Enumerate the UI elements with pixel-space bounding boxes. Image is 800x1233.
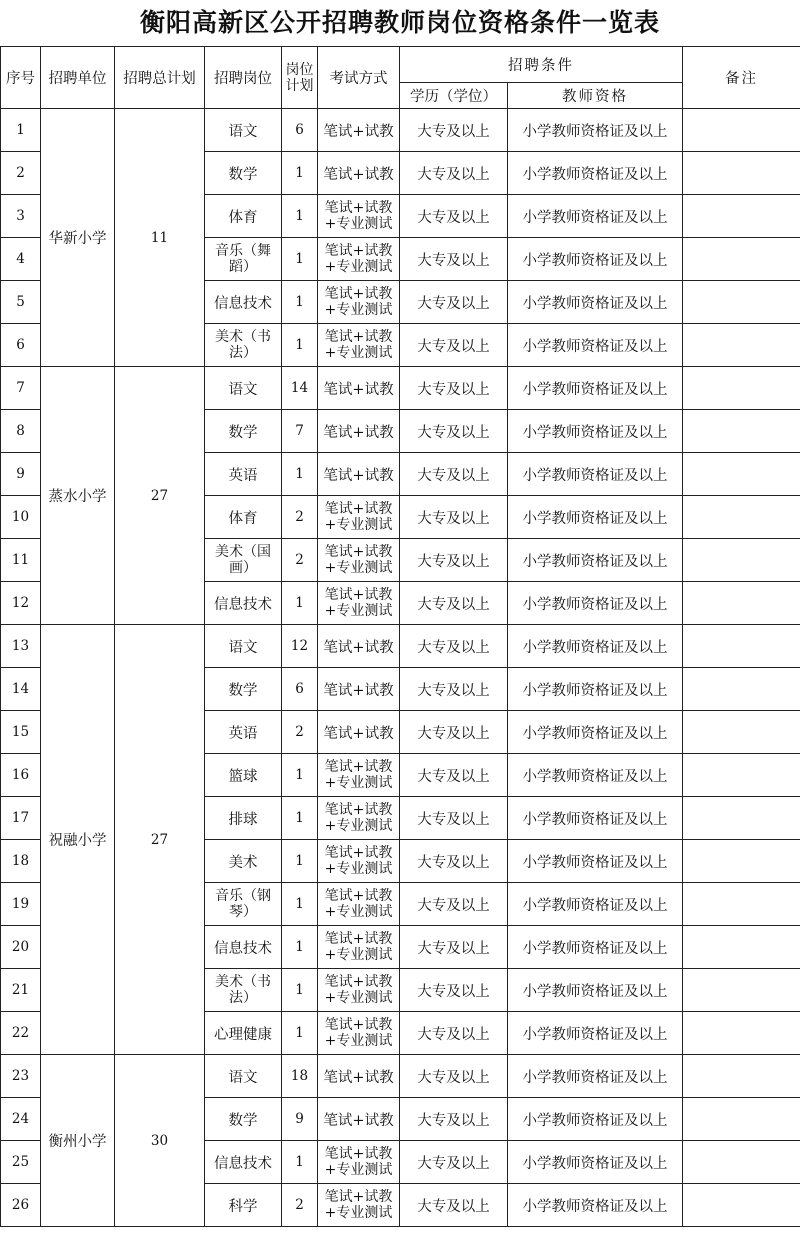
- recruitment-table: [0, 46, 800, 1227]
- plan-cell: 1: [282, 969, 318, 1012]
- seq-cell: 15: [1, 711, 41, 754]
- exam-cell: 笔试+试教+专业测试: [318, 281, 400, 324]
- total-plan-cell: 30: [115, 1055, 205, 1227]
- remark-cell: [683, 1184, 800, 1227]
- exam-cell: 笔试+试教: [318, 152, 400, 195]
- seq-cell: 23: [1, 1055, 41, 1098]
- qualification-cell: 小学教师资格证及以上: [508, 625, 683, 668]
- seq-cell: 9: [1, 453, 41, 496]
- table-body: [1, 47, 800, 1227]
- unit-cell: 衡州小学: [41, 1055, 115, 1227]
- education-cell: 大专及以上: [400, 195, 508, 238]
- education-cell: 大专及以上: [400, 324, 508, 367]
- education-cell: 大专及以上: [400, 969, 508, 1012]
- qualification-cell: 小学教师资格证及以上: [508, 754, 683, 797]
- remark-cell: [683, 109, 800, 152]
- post-cell: 数学: [205, 152, 282, 195]
- post-cell: 语文: [205, 367, 282, 410]
- seq-cell: 24: [1, 1098, 41, 1141]
- exam-cell: 笔试+试教: [318, 109, 400, 152]
- post-cell: 信息技术: [205, 1141, 282, 1184]
- remark-cell: [683, 496, 800, 539]
- seq-cell: 12: [1, 582, 41, 625]
- education-cell: 大专及以上: [400, 797, 508, 840]
- post-cell: 音乐（钢琴）: [205, 883, 282, 926]
- header-exam: 考试方式: [318, 47, 400, 109]
- remark-cell: [683, 1141, 800, 1184]
- education-cell: 大专及以上: [400, 367, 508, 410]
- education-cell: 大专及以上: [400, 1141, 508, 1184]
- remark-cell: [683, 324, 800, 367]
- plan-cell: 2: [282, 539, 318, 582]
- remark-cell: [683, 1098, 800, 1141]
- education-cell: 大专及以上: [400, 668, 508, 711]
- education-cell: 大专及以上: [400, 539, 508, 582]
- header-education: 学历（学位）: [400, 83, 508, 109]
- header-post: 招聘岗位: [205, 47, 282, 109]
- exam-cell: 笔试+试教+专业测试: [318, 238, 400, 281]
- plan-cell: 2: [282, 711, 318, 754]
- plan-cell: 1: [282, 797, 318, 840]
- post-cell: 语文: [205, 625, 282, 668]
- qualification-cell: 小学教师资格证及以上: [508, 281, 683, 324]
- education-cell: 大专及以上: [400, 238, 508, 281]
- exam-cell: 笔试+试教+专业测试: [318, 797, 400, 840]
- plan-cell: 1: [282, 840, 318, 883]
- qualification-cell: 小学教师资格证及以上: [508, 1184, 683, 1227]
- post-cell: 语文: [205, 1055, 282, 1098]
- plan-cell: 1: [282, 582, 318, 625]
- exam-cell: 笔试+试教+专业测试: [318, 324, 400, 367]
- post-cell: 美术（书法）: [205, 324, 282, 367]
- qualification-cell: 小学教师资格证及以上: [508, 668, 683, 711]
- plan-cell: 18: [282, 1055, 318, 1098]
- education-cell: 大专及以上: [400, 883, 508, 926]
- remark-cell: [683, 367, 800, 410]
- post-cell: 信息技术: [205, 582, 282, 625]
- exam-cell: 笔试+试教+专业测试: [318, 1141, 400, 1184]
- remark-cell: [683, 625, 800, 668]
- education-cell: 大专及以上: [400, 625, 508, 668]
- header-seq: 序号: [1, 47, 41, 109]
- exam-cell: 笔试+试教: [318, 625, 400, 668]
- plan-cell: 1: [282, 883, 318, 926]
- seq-cell: 26: [1, 1184, 41, 1227]
- plan-cell: 2: [282, 496, 318, 539]
- plan-cell: 1: [282, 324, 318, 367]
- exam-cell: 笔试+试教: [318, 668, 400, 711]
- exam-cell: 笔试+试教+专业测试: [318, 496, 400, 539]
- education-cell: 大专及以上: [400, 926, 508, 969]
- exam-cell: 笔试+试教+专业测试: [318, 926, 400, 969]
- qualification-cell: 小学教师资格证及以上: [508, 539, 683, 582]
- seq-cell: 22: [1, 1012, 41, 1055]
- total-plan-cell: 27: [115, 625, 205, 1055]
- remark-cell: [683, 668, 800, 711]
- table-row: [1, 1055, 800, 1098]
- education-cell: 大专及以上: [400, 152, 508, 195]
- exam-cell: 笔试+试教: [318, 711, 400, 754]
- post-cell: 美术: [205, 840, 282, 883]
- seq-cell: 3: [1, 195, 41, 238]
- qualification-cell: 小学教师资格证及以上: [508, 1141, 683, 1184]
- plan-cell: 1: [282, 238, 318, 281]
- qualification-cell: 小学教师资格证及以上: [508, 1012, 683, 1055]
- post-cell: 语文: [205, 109, 282, 152]
- exam-cell: 笔试+试教: [318, 1055, 400, 1098]
- education-cell: 大专及以上: [400, 410, 508, 453]
- post-cell: 音乐（舞蹈）: [205, 238, 282, 281]
- seq-cell: 4: [1, 238, 41, 281]
- exam-cell: 笔试+试教+专业测试: [318, 883, 400, 926]
- post-cell: 数学: [205, 668, 282, 711]
- qualification-cell: 小学教师资格证及以上: [508, 324, 683, 367]
- plan-cell: 1: [282, 152, 318, 195]
- seq-cell: 2: [1, 152, 41, 195]
- page-title: 衡阳高新区公开招聘教师岗位资格条件一览表: [139, 8, 660, 37]
- qualification-cell: 小学教师资格证及以上: [508, 969, 683, 1012]
- remark-cell: [683, 926, 800, 969]
- header-plan: 岗位计划: [282, 47, 318, 109]
- total-plan-cell: 27: [115, 367, 205, 625]
- remark-cell: [683, 711, 800, 754]
- seq-cell: 17: [1, 797, 41, 840]
- header-row-1: [1, 47, 800, 83]
- remark-cell: [683, 840, 800, 883]
- exam-cell: 笔试+试教: [318, 410, 400, 453]
- post-cell: 美术（书法）: [205, 969, 282, 1012]
- remark-cell: [683, 195, 800, 238]
- remark-cell: [683, 797, 800, 840]
- qualification-cell: 小学教师资格证及以上: [508, 496, 683, 539]
- remark-cell: [683, 238, 800, 281]
- remark-cell: [683, 582, 800, 625]
- plan-cell: 6: [282, 109, 318, 152]
- remark-cell: [683, 969, 800, 1012]
- qualification-cell: 小学教师资格证及以上: [508, 238, 683, 281]
- remark-cell: [683, 883, 800, 926]
- table-row: [1, 625, 800, 668]
- exam-cell: 笔试+试教+专业测试: [318, 195, 400, 238]
- post-cell: 数学: [205, 410, 282, 453]
- plan-cell: 9: [282, 1098, 318, 1141]
- seq-cell: 14: [1, 668, 41, 711]
- remark-cell: [683, 453, 800, 496]
- qualification-cell: 小学教师资格证及以上: [508, 453, 683, 496]
- post-cell: 英语: [205, 453, 282, 496]
- plan-cell: 6: [282, 668, 318, 711]
- education-cell: 大专及以上: [400, 453, 508, 496]
- education-cell: 大专及以上: [400, 1184, 508, 1227]
- seq-cell: 25: [1, 1141, 41, 1184]
- education-cell: 大专及以上: [400, 582, 508, 625]
- education-cell: 大专及以上: [400, 1012, 508, 1055]
- qualification-cell: 小学教师资格证及以上: [508, 109, 683, 152]
- qualification-cell: 小学教师资格证及以上: [508, 367, 683, 410]
- qualification-cell: 小学教师资格证及以上: [508, 926, 683, 969]
- education-cell: 大专及以上: [400, 711, 508, 754]
- remark-cell: [683, 1012, 800, 1055]
- table-row: [1, 367, 800, 410]
- education-cell: 大专及以上: [400, 754, 508, 797]
- exam-cell: 笔试+试教: [318, 367, 400, 410]
- education-cell: 大专及以上: [400, 496, 508, 539]
- education-cell: 大专及以上: [400, 1055, 508, 1098]
- post-cell: 科学: [205, 1184, 282, 1227]
- seq-cell: 10: [1, 496, 41, 539]
- exam-cell: 笔试+试教+专业测试: [318, 1184, 400, 1227]
- exam-cell: 笔试+试教+专业测试: [318, 539, 400, 582]
- seq-cell: 8: [1, 410, 41, 453]
- qualification-cell: 小学教师资格证及以上: [508, 797, 683, 840]
- seq-cell: 16: [1, 754, 41, 797]
- post-cell: 信息技术: [205, 281, 282, 324]
- post-cell: 篮球: [205, 754, 282, 797]
- plan-cell: 12: [282, 625, 318, 668]
- seq-cell: 20: [1, 926, 41, 969]
- exam-cell: 笔试+试教+专业测试: [318, 1012, 400, 1055]
- qualification-cell: 小学教师资格证及以上: [508, 410, 683, 453]
- table-row: [1, 109, 800, 152]
- post-cell: 英语: [205, 711, 282, 754]
- post-cell: 体育: [205, 195, 282, 238]
- exam-cell: 笔试+试教+专业测试: [318, 969, 400, 1012]
- remark-cell: [683, 152, 800, 195]
- seq-cell: 1: [1, 109, 41, 152]
- seq-cell: 5: [1, 281, 41, 324]
- post-cell: 信息技术: [205, 926, 282, 969]
- total-plan-cell: 11: [115, 109, 205, 367]
- plan-cell: 1: [282, 926, 318, 969]
- qualification-cell: 小学教师资格证及以上: [508, 195, 683, 238]
- seq-cell: 6: [1, 324, 41, 367]
- education-cell: 大专及以上: [400, 281, 508, 324]
- seq-cell: 7: [1, 367, 41, 410]
- seq-cell: 21: [1, 969, 41, 1012]
- plan-cell: 1: [282, 754, 318, 797]
- qualification-cell: 小学教师资格证及以上: [508, 1055, 683, 1098]
- exam-cell: 笔试+试教: [318, 453, 400, 496]
- post-cell: 排球: [205, 797, 282, 840]
- remark-cell: [683, 539, 800, 582]
- unit-cell: 祝融小学: [41, 625, 115, 1055]
- exam-cell: 笔试+试教+专业测试: [318, 840, 400, 883]
- header-conditions: 招聘条件: [400, 47, 683, 83]
- plan-cell: 1: [282, 281, 318, 324]
- qualification-cell: 小学教师资格证及以上: [508, 1098, 683, 1141]
- plan-cell: 1: [282, 1012, 318, 1055]
- post-cell: 数学: [205, 1098, 282, 1141]
- plan-cell: 1: [282, 1141, 318, 1184]
- unit-cell: 华新小学: [41, 109, 115, 367]
- qualification-cell: 小学教师资格证及以上: [508, 152, 683, 195]
- post-cell: 体育: [205, 496, 282, 539]
- exam-cell: 笔试+试教+专业测试: [318, 582, 400, 625]
- seq-cell: 19: [1, 883, 41, 926]
- education-cell: 大专及以上: [400, 109, 508, 152]
- remark-cell: [683, 410, 800, 453]
- qualification-cell: 小学教师资格证及以上: [508, 582, 683, 625]
- remark-cell: [683, 281, 800, 324]
- header-total: 招聘总计划: [115, 47, 205, 109]
- header-unit: 招聘单位: [41, 47, 115, 109]
- header-remark: 备注: [683, 47, 800, 109]
- header-qualification: 教师资格: [508, 83, 683, 109]
- post-cell: 心理健康: [205, 1012, 282, 1055]
- qualification-cell: 小学教师资格证及以上: [508, 840, 683, 883]
- unit-cell: 蒸水小学: [41, 367, 115, 625]
- plan-cell: 1: [282, 453, 318, 496]
- exam-cell: 笔试+试教+专业测试: [318, 754, 400, 797]
- plan-cell: 1: [282, 195, 318, 238]
- exam-cell: 笔试+试教: [318, 1098, 400, 1141]
- qualification-cell: 小学教师资格证及以上: [508, 883, 683, 926]
- seq-cell: 13: [1, 625, 41, 668]
- plan-cell: 2: [282, 1184, 318, 1227]
- plan-cell: 14: [282, 367, 318, 410]
- education-cell: 大专及以上: [400, 840, 508, 883]
- plan-cell: 7: [282, 410, 318, 453]
- education-cell: 大专及以上: [400, 1098, 508, 1141]
- remark-cell: [683, 1055, 800, 1098]
- qualification-cell: 小学教师资格证及以上: [508, 711, 683, 754]
- post-cell: 美术（国画）: [205, 539, 282, 582]
- seq-cell: 11: [1, 539, 41, 582]
- seq-cell: 18: [1, 840, 41, 883]
- remark-cell: [683, 754, 800, 797]
